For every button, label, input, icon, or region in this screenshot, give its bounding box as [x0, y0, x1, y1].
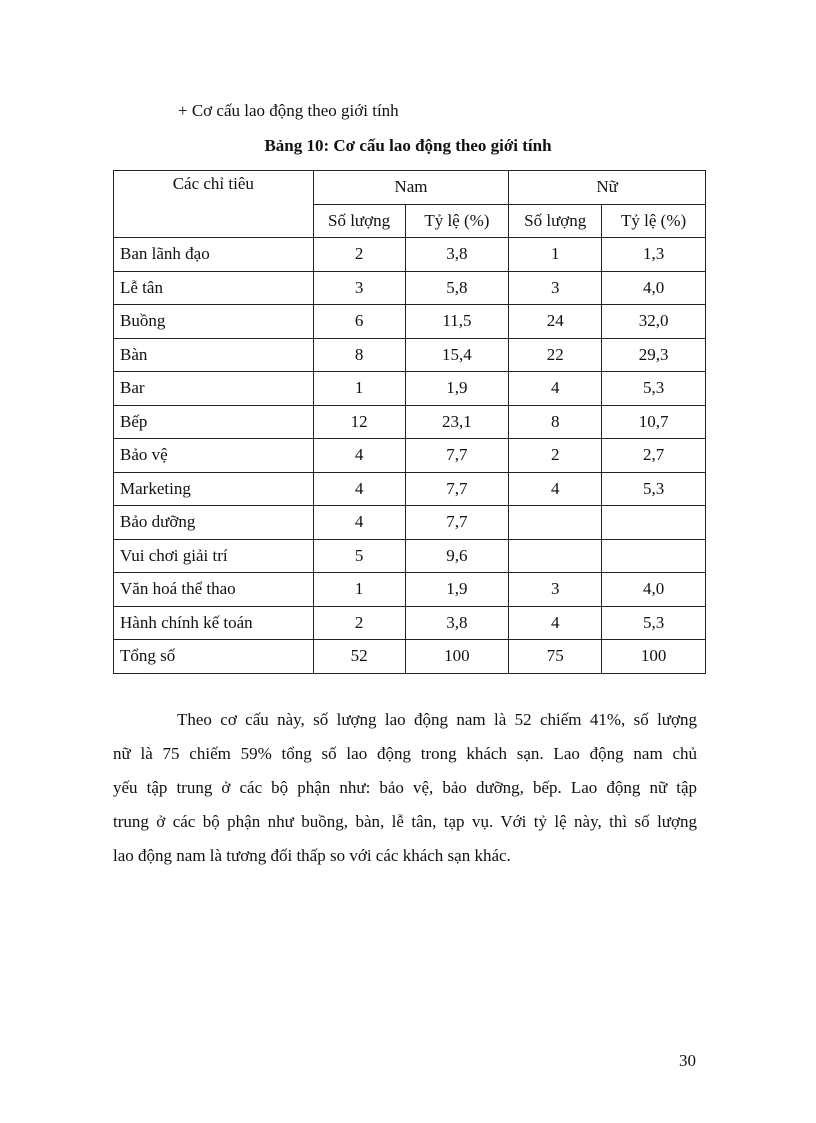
male-ratio-cell: 5,8 [405, 271, 509, 305]
male-count-cell: 8 [313, 338, 405, 372]
female-count-cell: 24 [509, 305, 602, 339]
table-header-row [114, 171, 706, 205]
male-count-cell: 4 [313, 506, 405, 540]
female-count-cell: 1 [509, 238, 602, 272]
table-row [114, 271, 706, 305]
header-female: Nữ [509, 171, 706, 205]
female-ratio-cell: 100 [602, 640, 706, 674]
female-count-cell: 22 [509, 338, 602, 372]
table-row [114, 506, 706, 540]
male-count-cell: 12 [313, 405, 405, 439]
male-ratio-cell: 11,5 [405, 305, 509, 339]
male-ratio-cell: 100 [405, 640, 509, 674]
male-count-cell: 2 [313, 238, 405, 272]
male-count-cell: 1 [313, 372, 405, 406]
female-count-cell [509, 506, 602, 540]
table-row [114, 573, 706, 607]
female-count-cell [509, 539, 602, 573]
paragraph-line: Theo cơ cấu này, số lượng lao động nam là 52 chiếm 41%, số lượng [177, 710, 697, 729]
table-row [114, 539, 706, 573]
row-label: Bếp [114, 405, 314, 439]
table-row [114, 305, 706, 339]
header-male-count: Số lượng [313, 204, 405, 238]
page-number: 30 [679, 1051, 696, 1070]
row-label: Bàn [114, 338, 314, 372]
labor-gender-table [113, 170, 706, 674]
female-count-cell: 8 [509, 405, 602, 439]
male-ratio-cell: 3,8 [405, 238, 509, 272]
female-count-cell: 2 [509, 439, 602, 473]
female-ratio-cell [602, 506, 706, 540]
row-label: Marketing [114, 472, 314, 506]
header-female-ratio: Tỷ lệ (%) [602, 204, 706, 238]
male-ratio-cell: 1,9 [405, 573, 509, 607]
paragraph-line: yếu tập trung ở các bộ phận như: bảo vệ, bảo dưỡng, bếp. Lao động nữ tập [113, 778, 697, 797]
female-ratio-cell: 29,3 [602, 338, 706, 372]
paragraph-line: nữ là 75 chiếm 59% tổng số lao động trong khách sạn. Lao động nam chủ [113, 744, 697, 763]
female-ratio-cell: 2,7 [602, 439, 706, 473]
female-ratio-cell: 4,0 [602, 573, 706, 607]
male-ratio-cell: 23,1 [405, 405, 509, 439]
female-ratio-cell: 32,0 [602, 305, 706, 339]
female-ratio-cell: 5,3 [602, 606, 706, 640]
male-ratio-cell: 9,6 [405, 539, 509, 573]
male-count-cell: 3 [313, 271, 405, 305]
paragraph-line: trung ở các bộ phận như buồng, bàn, lễ tân, tạp vụ. Với tỷ lệ này, thì số lượng [113, 812, 697, 831]
header-female-count: Số lượng [509, 204, 602, 238]
row-label: Bảo dưỡng [114, 506, 314, 540]
header-male-ratio: Tỷ lệ (%) [405, 204, 509, 238]
male-count-cell: 1 [313, 573, 405, 607]
row-label: Bar [114, 372, 314, 406]
row-label: Buồng [114, 305, 314, 339]
male-count-cell: 2 [313, 606, 405, 640]
table-row [114, 238, 706, 272]
female-count-cell: 3 [509, 271, 602, 305]
table-row [114, 472, 706, 506]
male-count-cell: 4 [313, 472, 405, 506]
female-count-cell: 4 [509, 606, 602, 640]
male-count-cell: 6 [313, 305, 405, 339]
male-count-cell: 5 [313, 539, 405, 573]
row-label: Ban lãnh đạo [114, 238, 314, 272]
female-ratio-cell: 4,0 [602, 271, 706, 305]
row-label: Văn hoá thể thao [114, 573, 314, 607]
female-count-cell: 3 [509, 573, 602, 607]
female-ratio-cell: 5,3 [602, 372, 706, 406]
female-ratio-cell: 10,7 [602, 405, 706, 439]
table-row [114, 439, 706, 473]
female-count-cell: 4 [509, 372, 602, 406]
table-caption: Bảng 10: Cơ cấu lao động theo giới tính [264, 136, 552, 155]
body-paragraph [113, 703, 697, 873]
male-ratio-cell: 1,9 [405, 372, 509, 406]
female-ratio-cell [602, 539, 706, 573]
row-label: Tổng số [114, 640, 314, 674]
header-criteria: Các chỉ tiêu [114, 171, 314, 238]
male-ratio-cell: 7,7 [405, 506, 509, 540]
table-row [114, 606, 706, 640]
female-ratio-cell: 1,3 [602, 238, 706, 272]
male-ratio-cell: 7,7 [405, 472, 509, 506]
row-label: Lễ tân [114, 271, 314, 305]
row-label: Vui chơi giải trí [114, 539, 314, 573]
female-count-cell: 75 [509, 640, 602, 674]
female-ratio-cell: 5,3 [602, 472, 706, 506]
table-row [114, 338, 706, 372]
male-count-cell: 4 [313, 439, 405, 473]
table-row [114, 640, 706, 674]
row-label: Bảo vệ [114, 439, 314, 473]
male-ratio-cell: 15,4 [405, 338, 509, 372]
male-ratio-cell: 3,8 [405, 606, 509, 640]
male-ratio-cell: 7,7 [405, 439, 509, 473]
table-row [114, 405, 706, 439]
male-count-cell: 52 [313, 640, 405, 674]
section-heading: + Cơ cấu lao động theo giới tính [178, 101, 399, 120]
row-label: Hành chính kế toán [114, 606, 314, 640]
female-count-cell: 4 [509, 472, 602, 506]
paragraph-line: lao động nam là tương đối thấp so với các khách sạn khác. [113, 846, 511, 865]
table-row [114, 372, 706, 406]
header-male: Nam [313, 171, 509, 205]
